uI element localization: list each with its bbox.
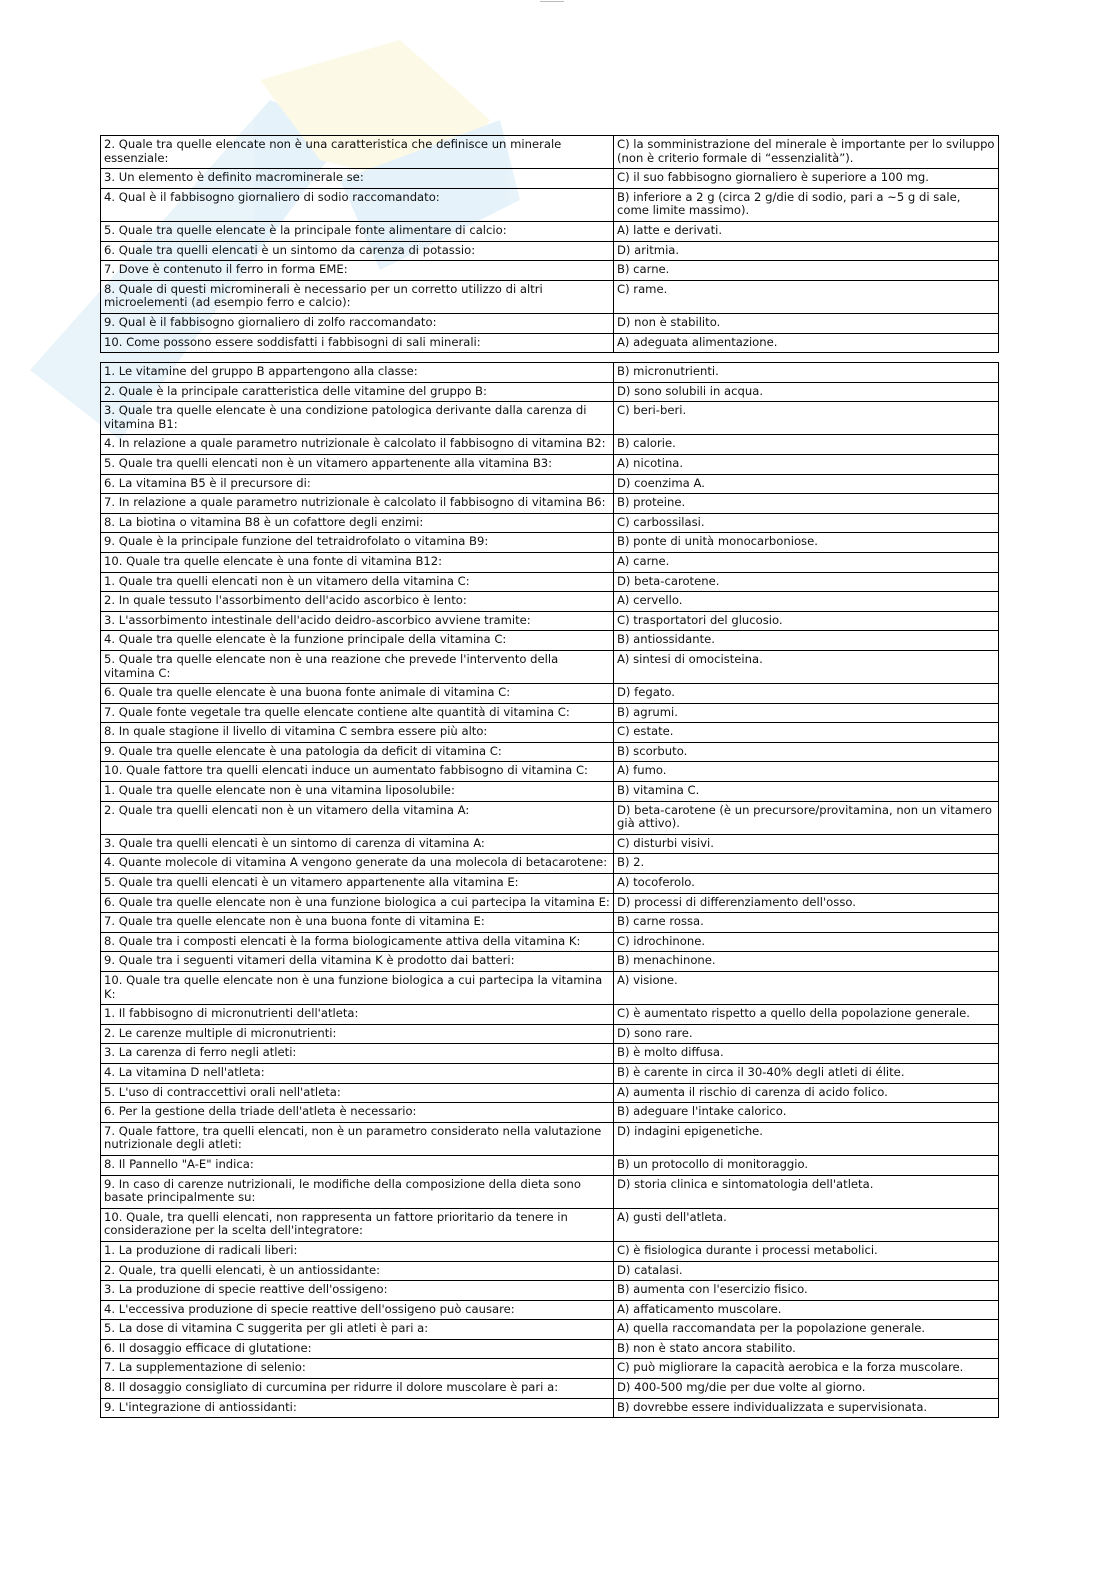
answer-cell: A) latte e derivati. bbox=[614, 221, 999, 241]
answer-cell: A) nicotina. bbox=[614, 454, 999, 474]
table-row bbox=[101, 1024, 999, 1044]
table-row bbox=[101, 1083, 999, 1103]
table-row bbox=[101, 241, 999, 261]
answer-cell: B) agrumi. bbox=[614, 703, 999, 723]
table-row bbox=[101, 1261, 999, 1281]
answer-cell: C) è fisiologica durante i processi metabolici. bbox=[614, 1241, 999, 1261]
table-row bbox=[101, 801, 999, 834]
table-row bbox=[101, 552, 999, 572]
question-cell: 3. L'assorbimento intestinale dell'acido deidro-ascorbico avviene tramite: bbox=[101, 611, 614, 631]
question-cell: 5. La dose di vitamina C suggerita per gli atleti è pari a: bbox=[101, 1320, 614, 1340]
question-cell: 3. Quale tra quelli elencati è un sintomo di carenza di vitamina A: bbox=[101, 834, 614, 854]
answer-cell: C) rame. bbox=[614, 280, 999, 313]
table-row bbox=[101, 952, 999, 972]
answer-cell: C) disturbi visivi. bbox=[614, 834, 999, 854]
answer-cell: A) fumo. bbox=[614, 762, 999, 782]
question-cell: 6. Quale tra quelle elencate non è una funzione biologica a cui partecipa la vitamina E: bbox=[101, 893, 614, 913]
table-row bbox=[101, 742, 999, 762]
answer-cell: A) tocoferolo. bbox=[614, 874, 999, 894]
question-cell: 5. Quale tra quelle elencate non è una reazione che prevede l'intervento della vitamina C: bbox=[101, 650, 614, 683]
question-cell: 1. Quale tra quelli elencati non è un vitamero della vitamina C: bbox=[101, 572, 614, 592]
answer-cell: C) trasportatori del glucosio. bbox=[614, 611, 999, 631]
table-row bbox=[101, 435, 999, 455]
answer-cell: B) vitamina C. bbox=[614, 782, 999, 802]
table-row bbox=[101, 972, 999, 1005]
answer-cell: C) estate. bbox=[614, 723, 999, 743]
question-cell: 8. Quale di questi microminerali è necessario per un corretto utilizzo di altri microelementi (ad esempio ferro e calcio): bbox=[101, 280, 614, 313]
answer-cell: D) fegato. bbox=[614, 684, 999, 704]
table-row bbox=[101, 333, 999, 353]
question-cell: 8. Quale tra i composti elencati è la forma biologicamente attiva della vitamina K: bbox=[101, 932, 614, 952]
question-cell: 3. Quale tra quelle elencate è una condizione patologica derivante dalla carenza di vitamina B1: bbox=[101, 402, 614, 435]
answer-cell: D) catalasi. bbox=[614, 1261, 999, 1281]
question-cell: 2. Quale tra quelli elencati non è un vitamero della vitamina A: bbox=[101, 801, 614, 834]
table-row bbox=[101, 1300, 999, 1320]
table-row bbox=[101, 261, 999, 281]
table-row bbox=[101, 1122, 999, 1155]
page-header-mark bbox=[540, 0, 564, 3]
question-cell: 9. Quale tra quelle elencate è una patologia da deficit di vitamina C: bbox=[101, 742, 614, 762]
table-row bbox=[101, 136, 999, 169]
table-row bbox=[101, 1063, 999, 1083]
question-cell: 9. L'integrazione di antiossidanti: bbox=[101, 1398, 614, 1418]
minerali-qa-table bbox=[100, 135, 999, 353]
question-cell: 2. Quale è la principale caratteristica delle vitamine del gruppo B: bbox=[101, 382, 614, 402]
answer-cell: A) affaticamento muscolare. bbox=[614, 1300, 999, 1320]
table-row bbox=[101, 1155, 999, 1175]
answer-cell: A) quella raccomandata per la popolazione generale. bbox=[614, 1320, 999, 1340]
question-cell: 2. Quale tra quelle elencate non è una caratteristica che definisce un minerale essenziale: bbox=[101, 136, 614, 169]
question-cell: 4. La vitamina D nell'atleta: bbox=[101, 1063, 614, 1083]
answer-cell: A) carne. bbox=[614, 552, 999, 572]
question-cell: 10. Quale, tra quelli elencati, non rappresenta un fattore prioritario da tenere in considerazione per la scelta dell'integratore: bbox=[101, 1208, 614, 1241]
answer-cell: A) cervello. bbox=[614, 592, 999, 612]
question-cell: 1. Quale tra quelle elencate non è una vitamina liposolubile: bbox=[101, 782, 614, 802]
question-cell: 9. Quale tra i seguenti vitameri della vitamina K è prodotto dai batteri: bbox=[101, 952, 614, 972]
answer-cell: C) è aumentato rispetto a quello della popolazione generale. bbox=[614, 1005, 999, 1025]
question-cell: 2. In quale tessuto l'assorbimento dell'acido ascorbico è lento: bbox=[101, 592, 614, 612]
table-row bbox=[101, 913, 999, 933]
answer-cell: B) proteine. bbox=[614, 494, 999, 514]
table-row bbox=[101, 221, 999, 241]
table-row bbox=[101, 572, 999, 592]
answer-cell: C) idrochinone. bbox=[614, 932, 999, 952]
table-row bbox=[101, 834, 999, 854]
answer-cell: A) visione. bbox=[614, 972, 999, 1005]
table-row bbox=[101, 932, 999, 952]
question-cell: 4. Quante molecole di vitamina A vengono generate da una molecola di betacarotene: bbox=[101, 854, 614, 874]
question-cell: 5. Quale tra quelli elencati è un vitamero appartenente alla vitamina E: bbox=[101, 874, 614, 894]
question-cell: 7. Quale fattore, tra quelli elencati, non è un parametro considerato nella valutazione nutrizionale degli atleti: bbox=[101, 1122, 614, 1155]
question-cell: 7. In relazione a quale parametro nutrizionale è calcolato il fabbisogno di vitamina B6: bbox=[101, 494, 614, 514]
question-cell: 10. Quale fattore tra quelli elencati induce un aumentato fabbisogno di vitamina C: bbox=[101, 762, 614, 782]
question-cell: 10. Quale tra quelle elencate è una fonte di vitamina B12: bbox=[101, 552, 614, 572]
question-cell: 8. Il Pannello "A-E" indica: bbox=[101, 1155, 614, 1175]
answer-cell: A) aumenta il rischio di carenza di acido folico. bbox=[614, 1083, 999, 1103]
table-row bbox=[101, 1320, 999, 1340]
answer-cell: A) adeguata alimentazione. bbox=[614, 333, 999, 353]
answer-cell: B) ponte di unità monocarboniose. bbox=[614, 533, 999, 553]
table-row bbox=[101, 650, 999, 683]
table-row bbox=[101, 313, 999, 333]
question-cell: 5. L'uso di contraccettivi orali nell'atleta: bbox=[101, 1083, 614, 1103]
table-row bbox=[101, 854, 999, 874]
answer-cell: D) sono solubili in acqua. bbox=[614, 382, 999, 402]
question-cell: 1. Le vitamine del gruppo B appartengono alla classe: bbox=[101, 363, 614, 383]
question-cell: 3. Un elemento è definito macrominerale se: bbox=[101, 169, 614, 189]
vitamine-qa-table bbox=[100, 362, 999, 1418]
answer-cell: B) dovrebbe essere individualizzata e supervisionata. bbox=[614, 1398, 999, 1418]
question-cell: 7. Quale fonte vegetale tra quelle elencate contiene alte quantità di vitamina C: bbox=[101, 703, 614, 723]
table-row bbox=[101, 1359, 999, 1379]
table-row bbox=[101, 874, 999, 894]
answer-cell: B) antiossidante. bbox=[614, 631, 999, 651]
table-row bbox=[101, 1241, 999, 1261]
table-row bbox=[101, 684, 999, 704]
table-row bbox=[101, 1103, 999, 1123]
question-cell: 8. Il dosaggio consigliato di curcumina per ridurre il dolore muscolare è pari a: bbox=[101, 1379, 614, 1399]
answer-cell: B) inferiore a 2 g (circa 2 g/die di sodio, pari a ~5 g di sale, come limite massimo). bbox=[614, 188, 999, 221]
answer-cell: D) processi di differenziamento dell'osso. bbox=[614, 893, 999, 913]
question-cell: 8. In quale stagione il livello di vitamina C sembra essere più alto: bbox=[101, 723, 614, 743]
table-row bbox=[101, 1379, 999, 1399]
question-cell: 6. Per la gestione della triade dell'atleta è necessario: bbox=[101, 1103, 614, 1123]
question-cell: 2. Quale, tra quelli elencati, è un antiossidante: bbox=[101, 1261, 614, 1281]
table-row bbox=[101, 454, 999, 474]
table-row bbox=[101, 1208, 999, 1241]
table-row bbox=[101, 782, 999, 802]
answer-cell: D) beta-carotene (è un precursore/provitamina, non un vitamero già attivo). bbox=[614, 801, 999, 834]
answer-cell: B) carne. bbox=[614, 261, 999, 281]
question-cell: 5. Quale tra quelle elencate è la principale fonte alimentare di calcio: bbox=[101, 221, 614, 241]
table-row bbox=[101, 402, 999, 435]
question-cell: 9. Quale è la principale funzione del tetraidrofolato o vitamina B9: bbox=[101, 533, 614, 553]
table-row bbox=[101, 382, 999, 402]
table-row bbox=[101, 494, 999, 514]
question-cell: 4. Quale tra quelle elencate è la funzione principale della vitamina C: bbox=[101, 631, 614, 651]
table-row bbox=[101, 474, 999, 494]
answer-cell: A) sintesi di omocisteina. bbox=[614, 650, 999, 683]
table-row bbox=[101, 893, 999, 913]
answer-cell: C) carbossilasi. bbox=[614, 513, 999, 533]
answer-cell: B) micronutrienti. bbox=[614, 363, 999, 383]
question-cell: 9. Qual è il fabbisogno giornaliero di zolfo raccomandato: bbox=[101, 313, 614, 333]
question-cell: 6. Il dosaggio efficace di glutatione: bbox=[101, 1339, 614, 1359]
question-cell: 8. La biotina o vitamina B8 è un cofattore degli enzimi: bbox=[101, 513, 614, 533]
answer-cell: B) adeguare l'intake calorico. bbox=[614, 1103, 999, 1123]
table-row bbox=[101, 1005, 999, 1025]
table-row bbox=[101, 1398, 999, 1418]
answer-cell: B) 2. bbox=[614, 854, 999, 874]
question-cell: 3. La produzione di specie reattive dell'ossigeno: bbox=[101, 1281, 614, 1301]
table-row bbox=[101, 703, 999, 723]
question-cell: 10. Quale tra quelle elencate non è una funzione biologica a cui partecipa la vitamina K: bbox=[101, 972, 614, 1005]
table-row bbox=[101, 1175, 999, 1208]
table-row bbox=[101, 280, 999, 313]
table-row bbox=[101, 169, 999, 189]
table-row bbox=[101, 592, 999, 612]
answer-cell: D) beta-carotene. bbox=[614, 572, 999, 592]
answer-cell: B) menachinone. bbox=[614, 952, 999, 972]
answer-cell: B) aumenta con l'esercizio fisico. bbox=[614, 1281, 999, 1301]
answer-cell: D) sono rare. bbox=[614, 1024, 999, 1044]
answer-cell: B) carne rossa. bbox=[614, 913, 999, 933]
answer-cell: B) un protocollo di monitoraggio. bbox=[614, 1155, 999, 1175]
answer-cell: D) non è stabilito. bbox=[614, 313, 999, 333]
answer-cell: D) aritmia. bbox=[614, 241, 999, 261]
answer-cell: B) è molto diffusa. bbox=[614, 1044, 999, 1064]
answer-cell: B) calorie. bbox=[614, 435, 999, 455]
question-cell: 6. La vitamina B5 è il precursore di: bbox=[101, 474, 614, 494]
question-cell: 9. In caso di carenze nutrizionali, le modifiche della composizione della dieta sono basate principalmente su: bbox=[101, 1175, 614, 1208]
question-cell: 7. Quale tra quelle elencate non è una buona fonte di vitamina E: bbox=[101, 913, 614, 933]
answer-cell: C) può migliorare la capacità aerobica e la forza muscolare. bbox=[614, 1359, 999, 1379]
question-cell: 4. Qual è il fabbisogno giornaliero di sodio raccomandato: bbox=[101, 188, 614, 221]
table-row bbox=[101, 363, 999, 383]
question-cell: 6. Quale tra quelle elencate è una buona fonte animale di vitamina C: bbox=[101, 684, 614, 704]
answer-cell: B) è carente in circa il 30-40% degli atleti di élite. bbox=[614, 1063, 999, 1083]
answer-cell: D) coenzima A. bbox=[614, 474, 999, 494]
question-cell: 1. Il fabbisogno di micronutrienti dell'atleta: bbox=[101, 1005, 614, 1025]
answer-cell: D) storia clinica e sintomatologia dell'atleta. bbox=[614, 1175, 999, 1208]
answer-cell: B) non è stato ancora stabilito. bbox=[614, 1339, 999, 1359]
answer-cell: C) la somministrazione del minerale è importante per lo sviluppo (non è criterio formale di “essenzialità”). bbox=[614, 136, 999, 169]
table-row bbox=[101, 188, 999, 221]
table-row bbox=[101, 533, 999, 553]
table-row bbox=[101, 611, 999, 631]
question-cell: 7. Dove è contenuto il ferro in forma EME: bbox=[101, 261, 614, 281]
table-row bbox=[101, 723, 999, 743]
table-row bbox=[101, 631, 999, 651]
question-cell: 1. La produzione di radicali liberi: bbox=[101, 1241, 614, 1261]
table-row bbox=[101, 1339, 999, 1359]
question-cell: 2. Le carenze multiple di micronutrienti: bbox=[101, 1024, 614, 1044]
question-cell: 3. La carenza di ferro negli atleti: bbox=[101, 1044, 614, 1064]
question-cell: 7. La supplementazione di selenio: bbox=[101, 1359, 614, 1379]
answer-cell: A) gusti dell'atleta. bbox=[614, 1208, 999, 1241]
question-cell: 6. Quale tra quelli elencati è un sintomo da carenza di potassio: bbox=[101, 241, 614, 261]
answer-cell: C) beri-beri. bbox=[614, 402, 999, 435]
question-cell: 4. L'eccessiva produzione di specie reattive dell'ossigeno può causare: bbox=[101, 1300, 614, 1320]
question-cell: 4. In relazione a quale parametro nutrizionale è calcolato il fabbisogno di vitamina B2: bbox=[101, 435, 614, 455]
answer-cell: D) indagini epigenetiche. bbox=[614, 1122, 999, 1155]
table-row bbox=[101, 1281, 999, 1301]
table-row bbox=[101, 513, 999, 533]
answer-cell: B) scorbuto. bbox=[614, 742, 999, 762]
table-row bbox=[101, 762, 999, 782]
question-cell: 10. Come possono essere soddisfatti i fabbisogni di sali minerali: bbox=[101, 333, 614, 353]
table-row bbox=[101, 1044, 999, 1064]
question-cell: 5. Quale tra quelli elencati non è un vitamero appartenente alla vitamina B3: bbox=[101, 454, 614, 474]
answer-cell: C) il suo fabbisogno giornaliero è superiore a 100 mg. bbox=[614, 169, 999, 189]
answer-cell: D) 400-500 mg/die per due volte al giorno. bbox=[614, 1379, 999, 1399]
